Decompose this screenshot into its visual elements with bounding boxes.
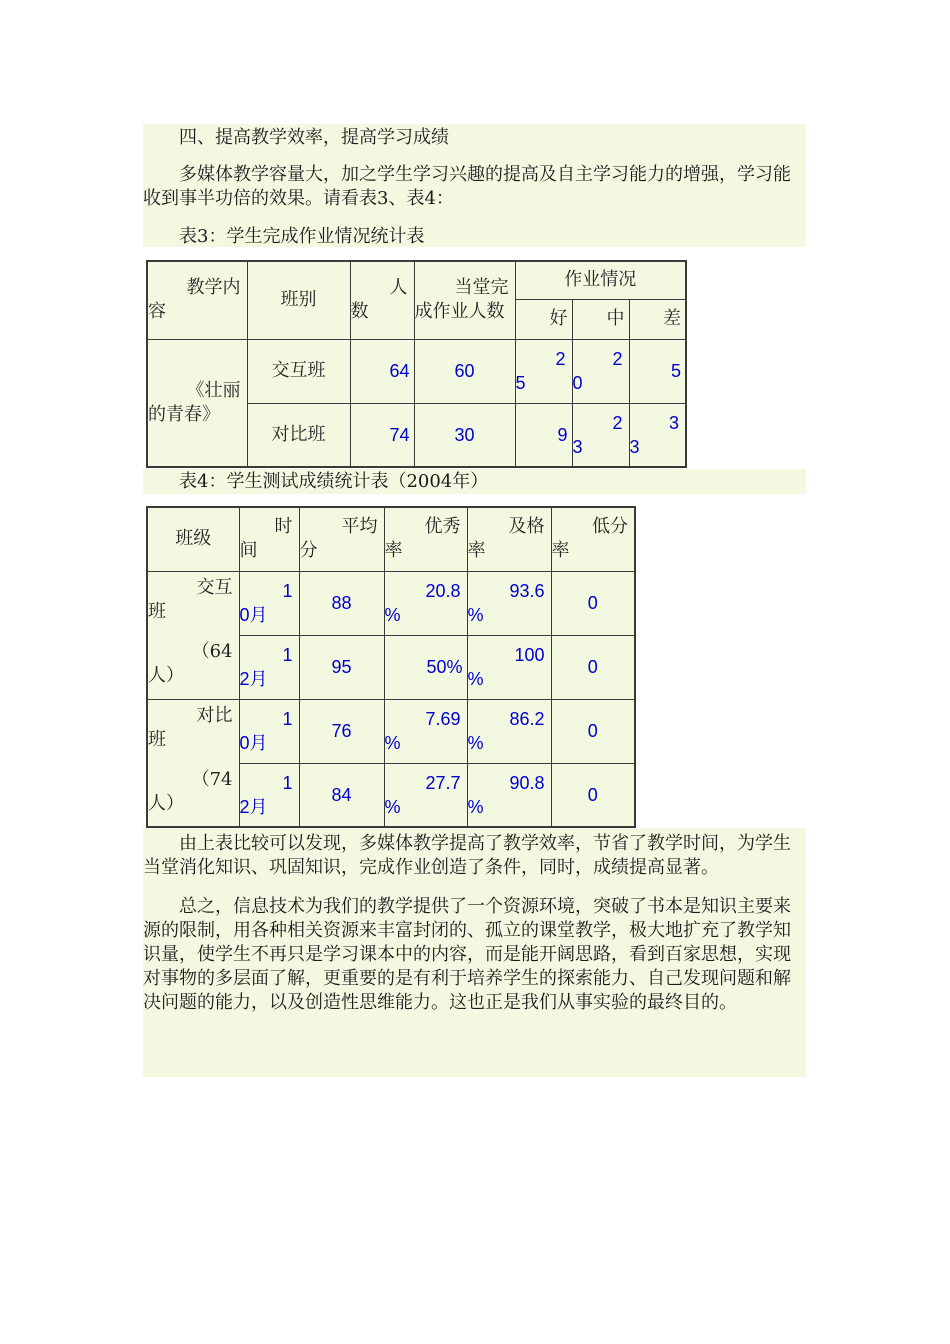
people-cell: 64: [350, 339, 414, 403]
low-cell: 0: [551, 571, 635, 635]
intro-paragraph: 多媒体教学容量大，加之学生学习兴趣的提高及自主学习能力的增强，学习能收到事半功倍的效果。请看表3、表4：: [143, 164, 791, 209]
homework-table: [146, 260, 687, 468]
scores-table: [146, 506, 636, 828]
comparison-paragraph: 由上表比较可以发现，多媒体教学提高了教学效率，节省了教学时间，为学生当堂消化知识、巩固知识，完成作业创造了条件，同时，成绩提高显著。: [143, 833, 791, 878]
done-cell: 30: [414, 403, 515, 467]
low-cell: 0: [551, 635, 635, 699]
excellent-cell: 50%: [384, 635, 467, 699]
mid-cell: 2 0: [572, 339, 629, 403]
excellent-cell: 7.69 %: [384, 699, 467, 763]
summary-paragraph: 总之，信息技术为我们的教学提供了一个资源环境，突破了书本是知识主要来源的限制，用各种相关资源来丰富封闭的、孤立的课堂教学，极大地扩充了教学知识量，使学生不再只是学习课本中的内容，而是能开阔思路，看到百家思想，实现对事物的多层面了解，更重要的是有利于培养学生的探索能力、自己发现问题和解决问题的能力，以及创造性思维能力。这也正是我们从事实验的最终目的。: [143, 896, 791, 1013]
group-interactive: 交互 班 （64 人）: [147, 571, 239, 699]
header-class: 班别: [247, 261, 350, 339]
header-homework: 作业情况: [515, 261, 686, 299]
class-cell: 交互班: [247, 339, 350, 403]
time-cell: 1 2月: [239, 763, 299, 827]
low-cell: 0: [551, 763, 635, 827]
header-low: 低分 率: [551, 507, 635, 571]
average-cell: 76: [299, 699, 384, 763]
good-cell: 9: [515, 403, 572, 467]
mid-cell: 2 3: [572, 403, 629, 467]
header-time: 时 间: [239, 507, 299, 571]
time-cell: 1 0月: [239, 571, 299, 635]
table3-caption: 表3：学生完成作业情况统计表: [179, 226, 425, 247]
done-cell: 60: [414, 339, 515, 403]
header-content: 教学内 容: [147, 261, 247, 339]
pass-cell: 100 %: [467, 635, 551, 699]
section-heading: 四、提高教学效率，提高学习成绩: [179, 127, 449, 148]
average-cell: 84: [299, 763, 384, 827]
good-cell: 2 5: [515, 339, 572, 403]
pass-cell: 86.2 %: [467, 699, 551, 763]
pass-cell: 93.6 %: [467, 571, 551, 635]
time-cell: 1 0月: [239, 699, 299, 763]
pass-cell: 90.8 %: [467, 763, 551, 827]
excellent-cell: 27.7 %: [384, 763, 467, 827]
header-pass: 及格 率: [467, 507, 551, 571]
header-average: 平均 分: [299, 507, 384, 571]
time-cell: 1 2月: [239, 635, 299, 699]
header-mid: 中: [572, 299, 629, 339]
bad-cell: 5: [629, 339, 686, 403]
people-cell: 74: [350, 403, 414, 467]
header-people: 人 数: [350, 261, 414, 339]
table4-caption: 表4：学生测试成绩统计表（2004年）: [179, 471, 489, 492]
group-control: 对比 班 （74 人）: [147, 699, 239, 827]
average-cell: 88: [299, 571, 384, 635]
class-cell: 对比班: [247, 403, 350, 467]
header-bad: 差: [629, 299, 686, 339]
excellent-cell: 20.8 %: [384, 571, 467, 635]
header-class: 班级: [147, 507, 239, 571]
bad-cell: 3 3: [629, 403, 686, 467]
table-row: [147, 571, 635, 635]
lesson-cell: 《壮丽 的青春》: [147, 339, 247, 467]
table-row: [147, 339, 686, 403]
average-cell: 95: [299, 635, 384, 699]
header-done: 当堂完 成作业人数: [414, 261, 515, 339]
low-cell: 0: [551, 699, 635, 763]
header-good: 好: [515, 299, 572, 339]
header-excellent: 优秀 率: [384, 507, 467, 571]
table-row: [147, 699, 635, 763]
